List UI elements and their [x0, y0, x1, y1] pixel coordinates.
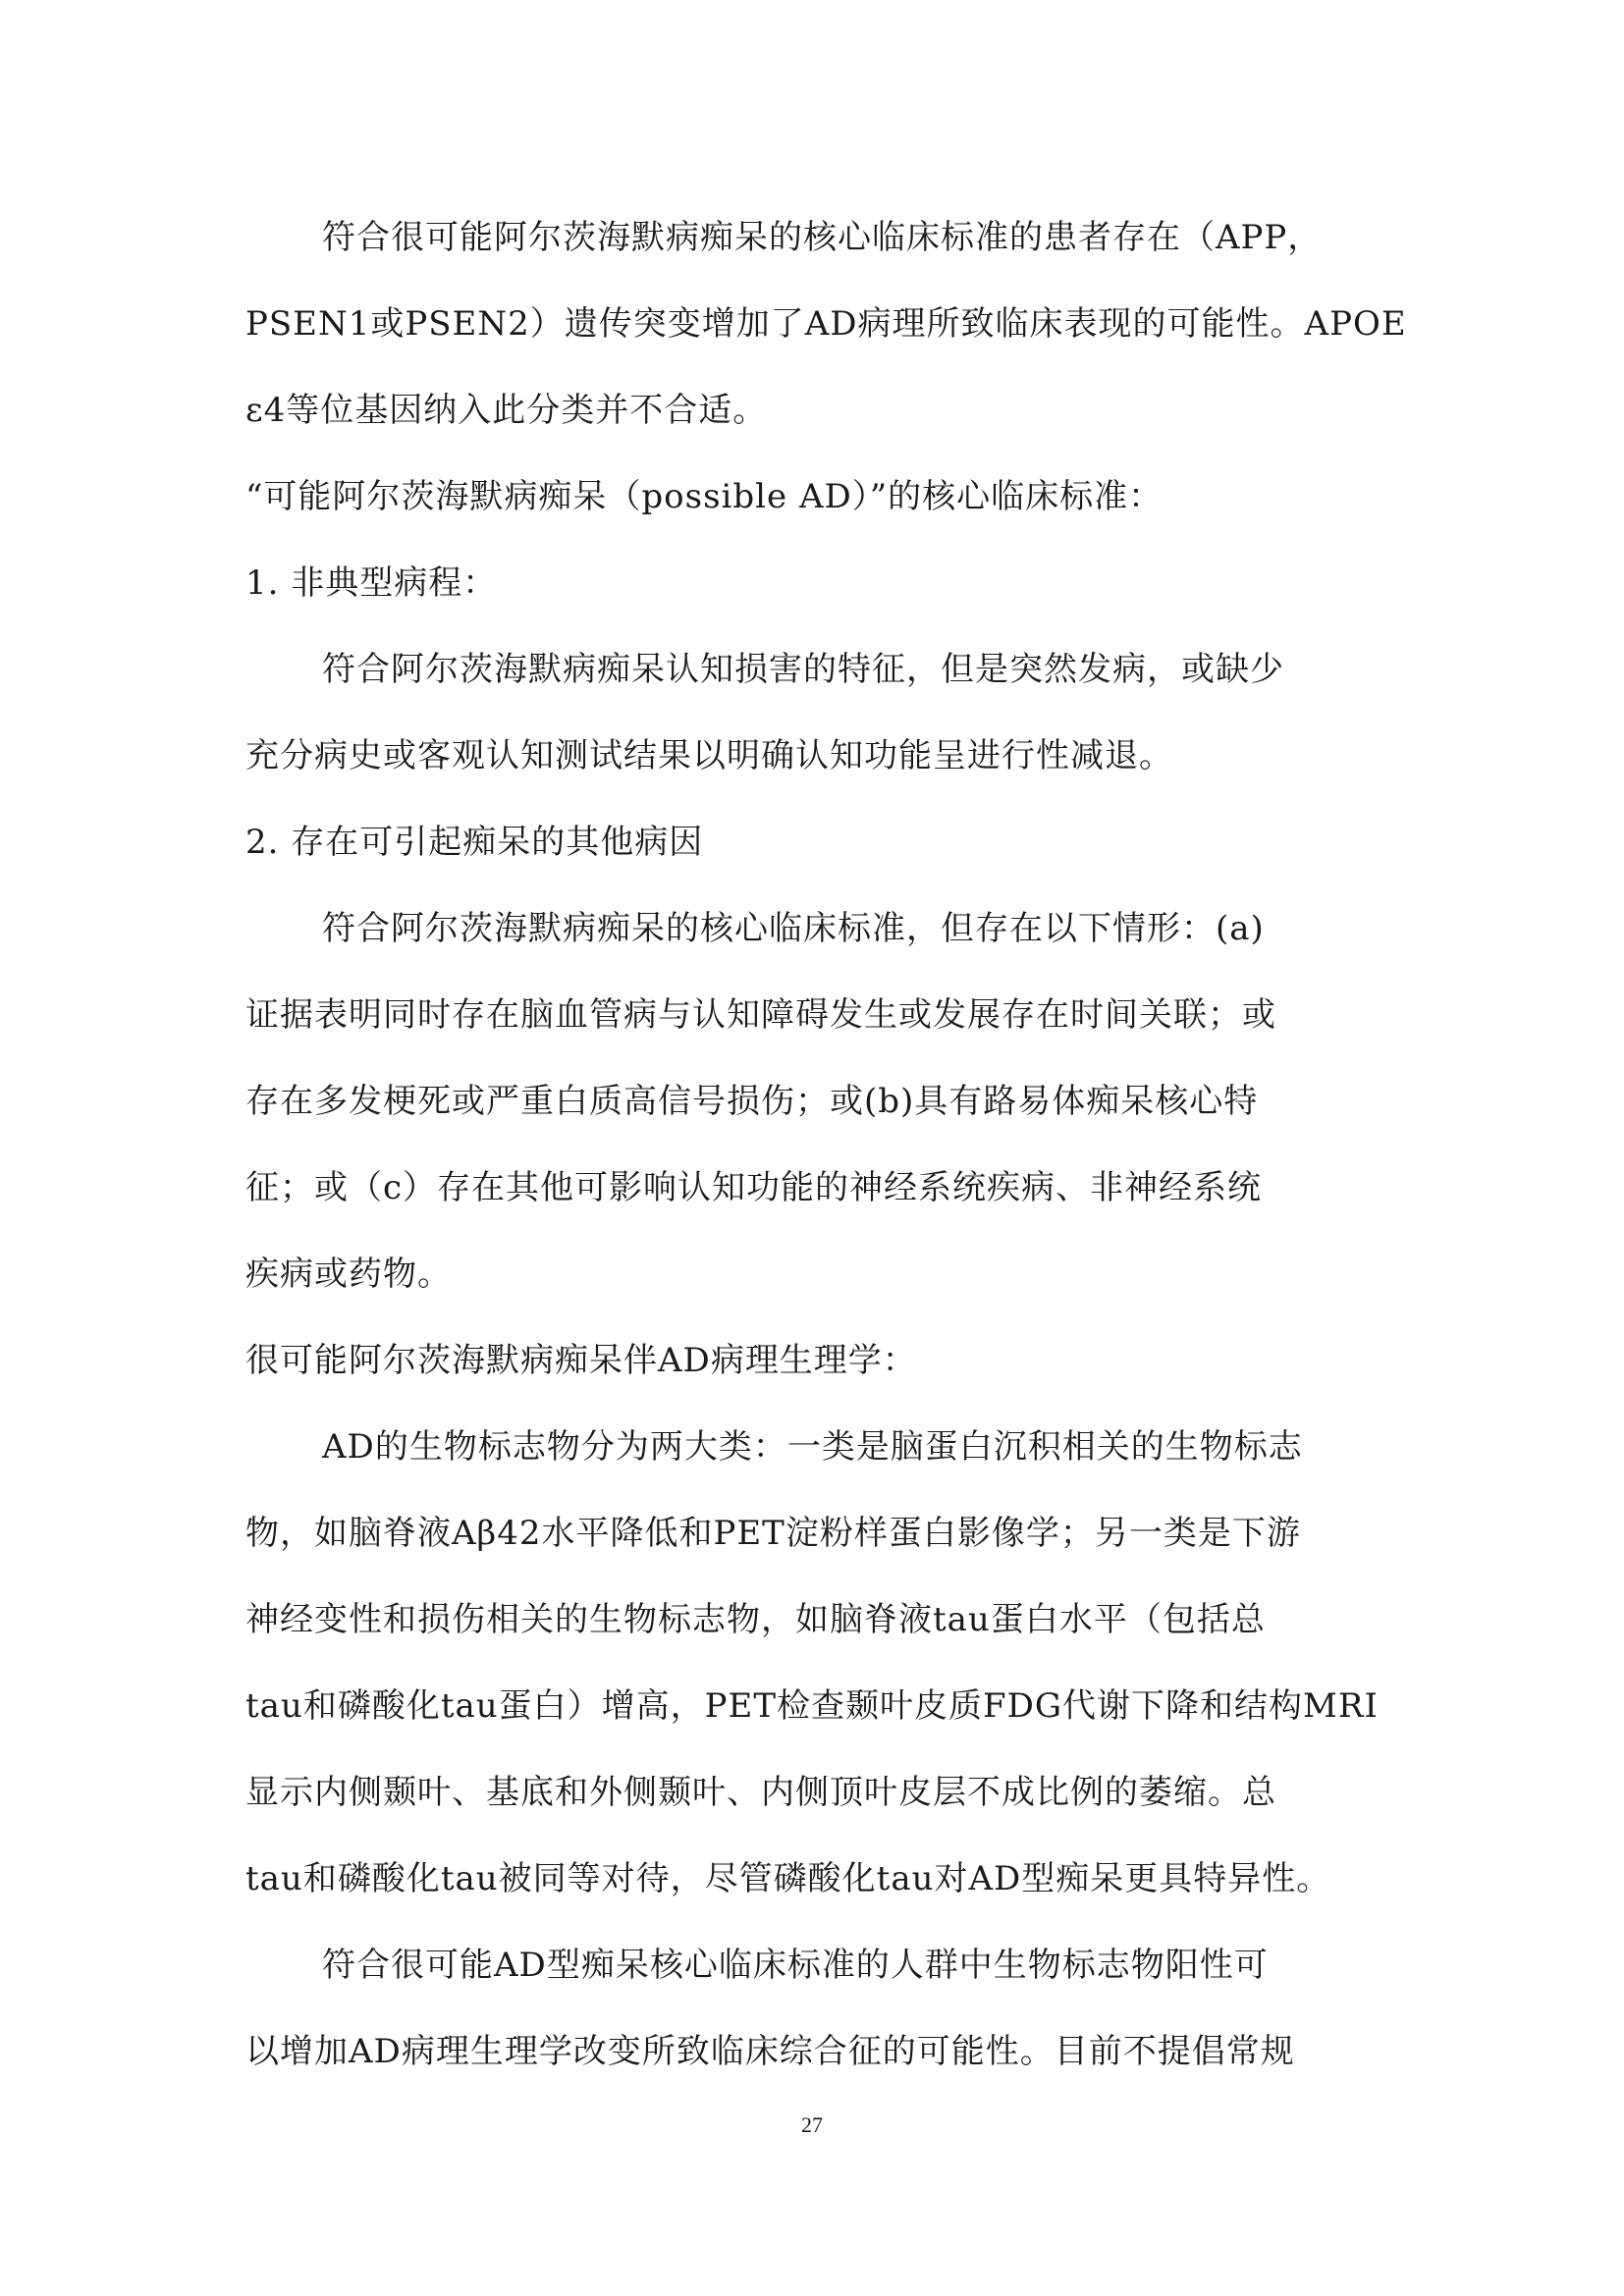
text-line: ε4等位基因纳入此分类并不合适。 — [245, 391, 768, 430]
text-line: 证据表明同时存在脑血管病与认知障碍发生或发展存在时间关联；或 — [245, 995, 1276, 1035]
text-line: PSEN1或PSEN2）遗传突变增加了AD病理所致临床表现的可能性。APOE — [245, 304, 1407, 344]
text-line: 以增加AD病理生理学改变所致临床综合征的可能性。目前不提倡常规 — [245, 2032, 1295, 2071]
text-line: AD的生物标志物分为两大类：一类是脑蛋白沉积相关的生物标志 — [322, 1427, 1303, 1467]
text-line: 符合很可能AD型痴呆核心临床标准的人群中生物标志物阳性可 — [322, 1946, 1269, 1985]
text-line: 征；或（c）存在其他可影响认知功能的神经系统疾病、非神经系统 — [245, 1168, 1263, 1207]
text-line: 显示内侧颞叶、基底和外侧颞叶、内侧顶叶皮层不成比例的萎缩。总 — [245, 1773, 1276, 1812]
text-line: 神经变性和损伤相关的生物标志物，如脑脊液tau蛋白水平（包括总 — [245, 1600, 1266, 1639]
text-line: 疾病或药物。 — [245, 1255, 452, 1294]
text-line: 充分病史或客观认知测试结果以明确认知功能呈进行性减退。 — [245, 736, 1173, 775]
list-item-heading: 2. 存在可引起痴呆的其他病因 — [245, 823, 704, 862]
heading-possible-ad: “可能阿尔茨海默病痴呆（possible AD）”的核心临床标准： — [245, 477, 1164, 516]
heading-probable-ad-pathophysiology: 很可能阿尔茨海默病痴呆伴AD病理生理学： — [245, 1341, 917, 1380]
text-line: tau和磷酸化tau蛋白）增高，PET检查颞叶皮质FDG代谢下降和结构MRI — [245, 1686, 1379, 1726]
text-line: 物，如脑脊液Aβ42水平降低和PET淀粉样蛋白影像学；另一类是下游 — [245, 1514, 1301, 1553]
text-line: tau和磷酸化tau被同等对待，尽管磷酸化tau对AD型痴呆更具特异性。 — [245, 1859, 1331, 1898]
text-line: 符合阿尔茨海默病痴呆的核心临床标准，但存在以下情形：(a) — [322, 909, 1265, 948]
text-line: 符合阿尔茨海默病痴呆认知损害的特征，但是突然发病，或缺少 — [322, 650, 1284, 689]
text-line: 符合很可能阿尔茨海默病痴呆的核心临床标准的患者存在（APP， — [322, 218, 1323, 257]
text-line: 存在多发梗死或严重白质高信号损伤；或(b)具有路易体痴呆核心特 — [245, 1082, 1259, 1121]
page-number: 27 — [801, 2112, 823, 2137]
list-item-heading: 1. 非典型病程： — [245, 563, 498, 603]
